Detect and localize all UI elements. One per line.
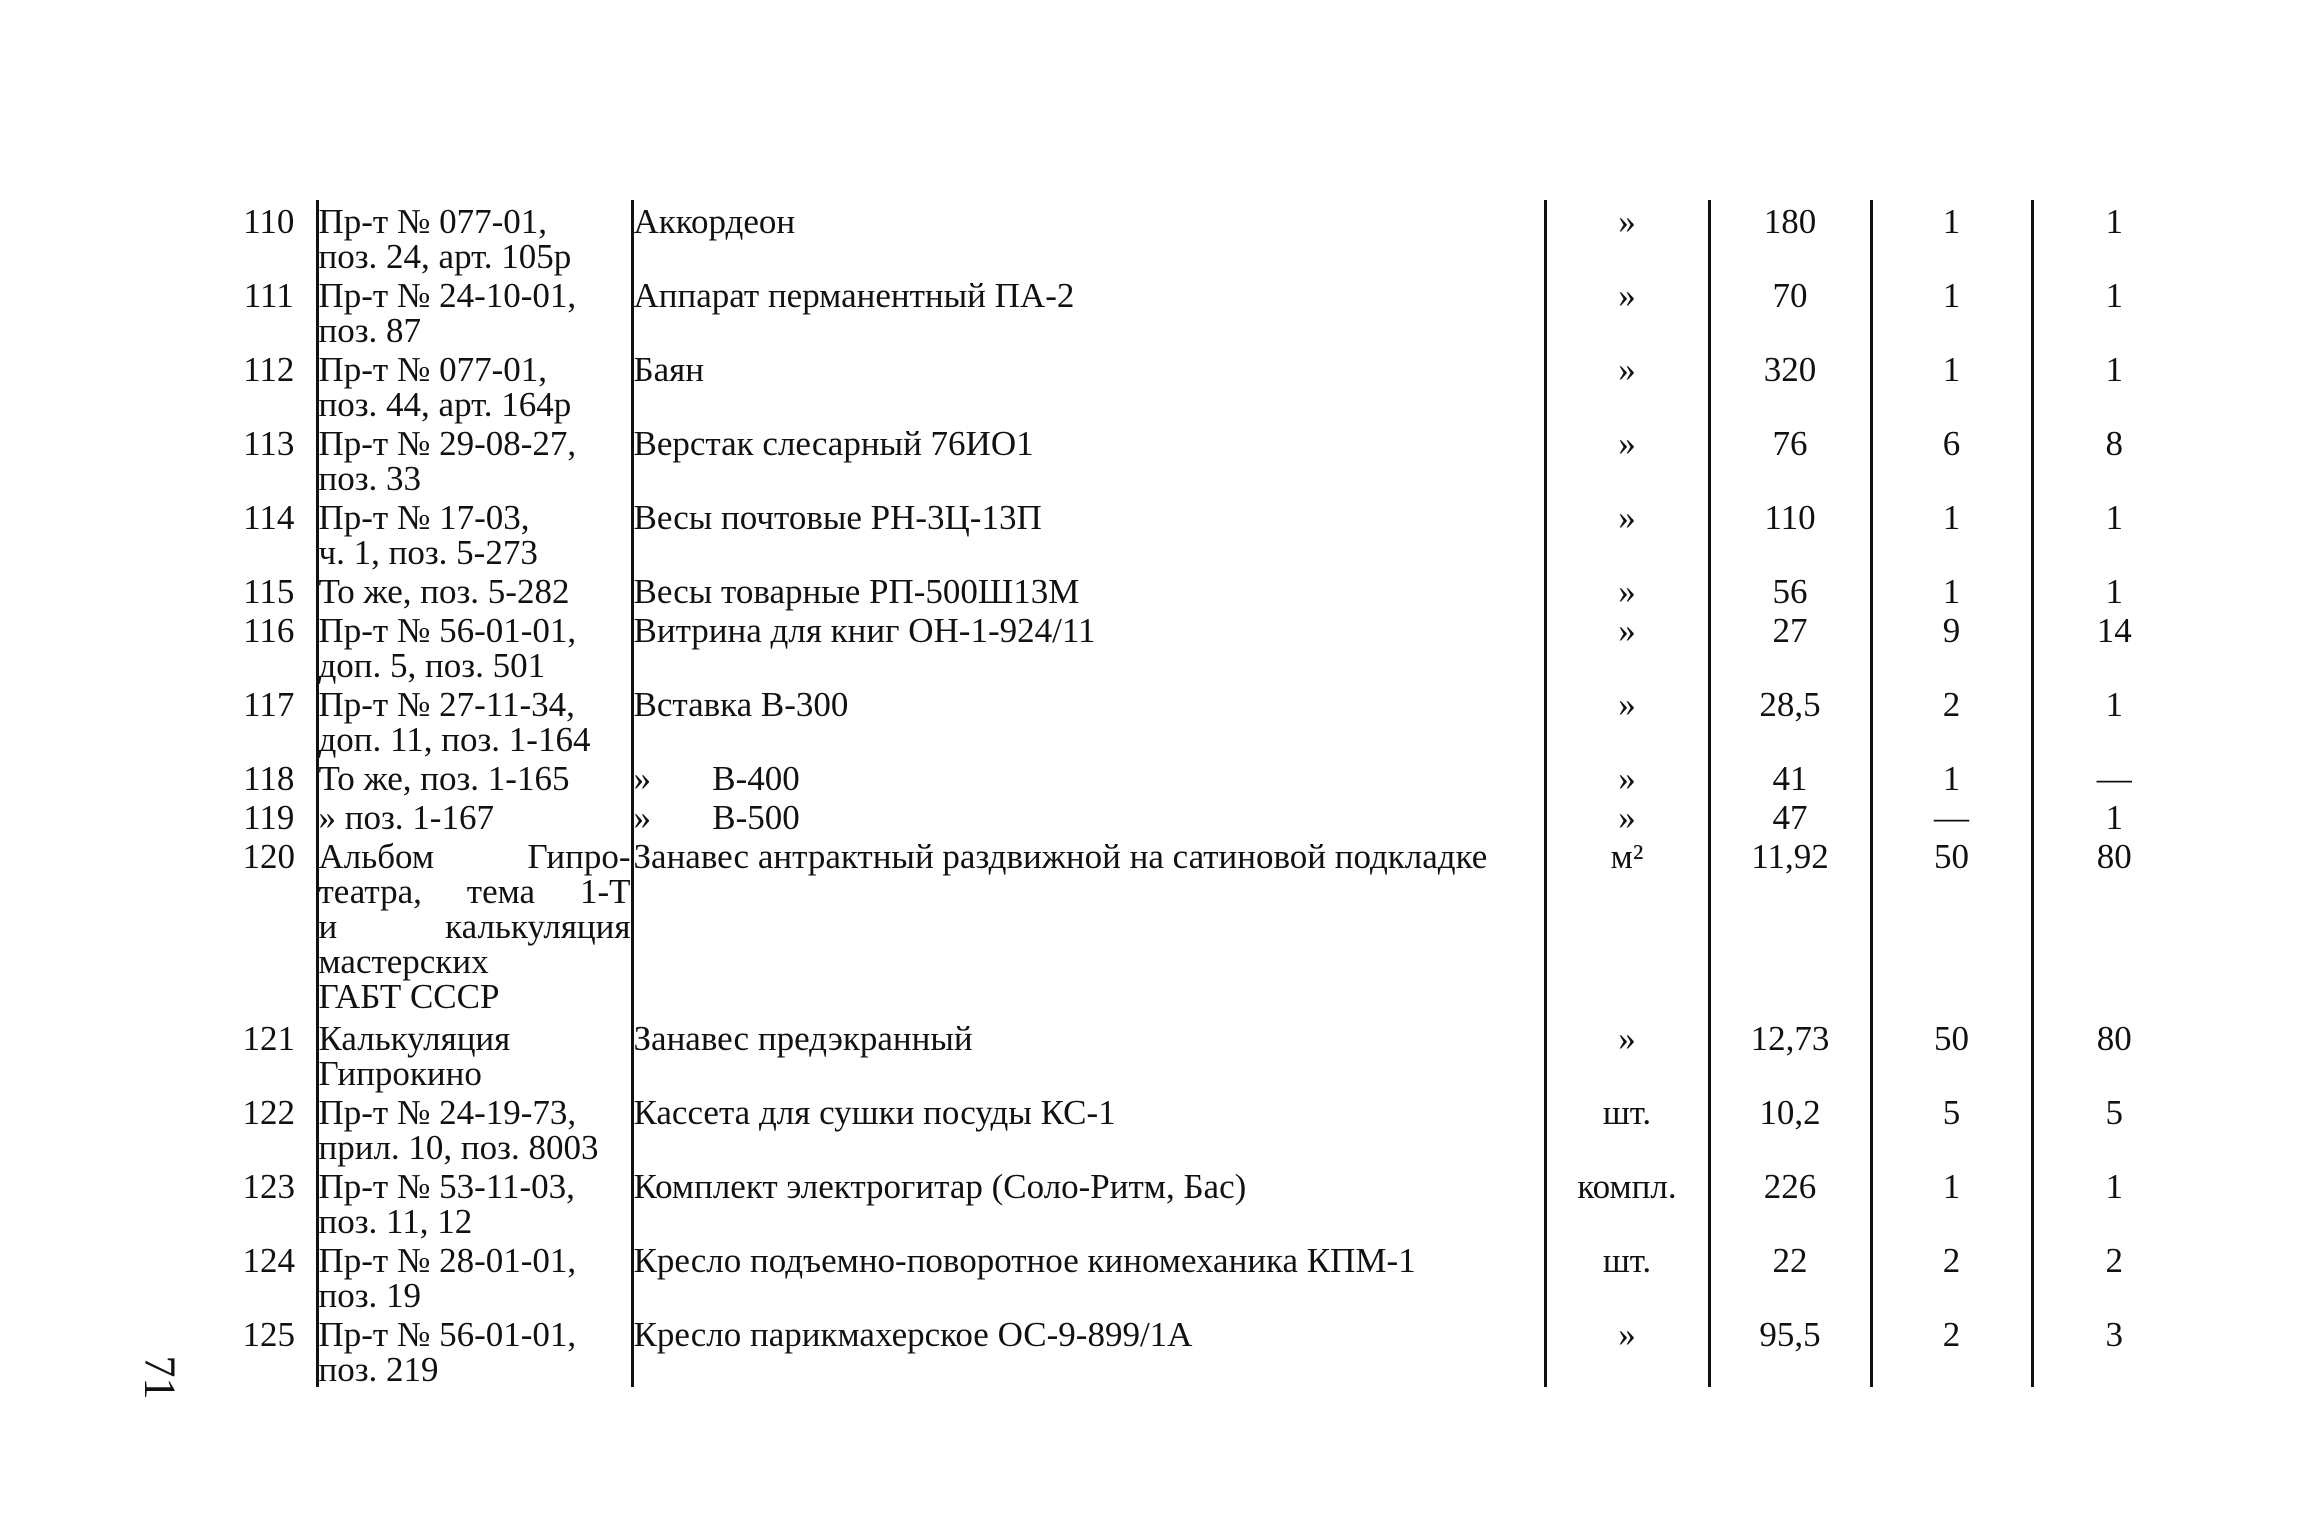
item-name-text: Комплект электрогитар (Соло-Ритм, Бас)	[633, 1167, 1247, 1206]
unit-price: 12,73	[1709, 1017, 1871, 1091]
item-name-text: Верстак слесарный 76ИО1	[633, 424, 1034, 463]
table-row	[222, 757, 2195, 796]
quantity-2: 14	[2032, 609, 2195, 683]
item-name-text: Занавес предэкранный	[633, 1019, 973, 1058]
unit-of-measure: »	[1545, 348, 1709, 422]
source-line: поз. 24, арт. 105р	[318, 237, 572, 276]
unit-of-measure: компл.	[1545, 1165, 1709, 1239]
item-name	[632, 1239, 1545, 1313]
quantity-2: 80	[2032, 1017, 2195, 1091]
item-name-text: Весы товарные РП-500Ш13М	[633, 572, 1080, 611]
source-line: Пр-т № 53-11-03,	[318, 1167, 575, 1206]
source-line: поз. 87	[318, 311, 422, 350]
unit-of-measure: »	[1545, 683, 1709, 757]
quantity-1: 1	[1871, 1165, 2032, 1239]
quantity-1: 9	[1871, 609, 2032, 683]
page-number: 71	[135, 1355, 185, 1400]
source-line: Пр-т № 17-03,	[318, 498, 530, 537]
table-row	[222, 200, 2195, 274]
item-name-text: » В-500	[633, 798, 800, 837]
row-number: 116	[243, 611, 295, 650]
source-reference	[317, 348, 632, 422]
quantity-2: 1	[2032, 683, 2195, 757]
item-name-text: Весы почтовые РН-3Ц-13П	[633, 498, 1042, 537]
item-name	[632, 1091, 1545, 1165]
source-line: поз. 44, арт. 164р	[318, 385, 572, 424]
table-row	[222, 274, 2195, 348]
source-line: доп. 5, поз. 501	[318, 646, 546, 685]
unit-price: 110	[1709, 496, 1871, 570]
table-row	[222, 422, 2195, 496]
item-name	[632, 348, 1545, 422]
row-number: 113	[243, 424, 295, 463]
unit-of-measure: шт.	[1545, 1239, 1709, 1313]
row-number: 117	[243, 685, 295, 724]
unit-of-measure: »	[1545, 1313, 1709, 1387]
item-name-text: Баян	[633, 350, 704, 389]
row-number: 115	[243, 572, 295, 611]
unit-price: 28,5	[1709, 683, 1871, 757]
source-line: театра, тема 1-Т	[318, 872, 631, 911]
source-line: То же, поз. 5-282	[318, 572, 570, 611]
source-line: Пр-т № 24-19-73,	[318, 1093, 577, 1132]
source-line: Пр-т № 24-10-01,	[318, 276, 577, 315]
quantity-1: 6	[1871, 422, 2032, 496]
quantity-2: 1	[2032, 348, 2195, 422]
item-name-text: Кресло парикмахерское ОС-9-899/1А	[633, 1315, 1193, 1354]
table-row	[222, 796, 2195, 835]
item-name-text: Аккордеон	[633, 202, 796, 241]
table-body	[222, 200, 2195, 1387]
quantity-2: 1	[2032, 274, 2195, 348]
source-reference	[317, 1239, 632, 1313]
unit-of-measure: »	[1545, 570, 1709, 609]
quantity-1: 1	[1871, 274, 2032, 348]
source-line: поз. 11, 12	[318, 1202, 473, 1241]
row-number: 121	[242, 1019, 295, 1058]
item-name	[632, 422, 1545, 496]
table-row	[222, 835, 2195, 1017]
item-name	[632, 1017, 1545, 1091]
equipment-table	[222, 200, 2195, 1387]
item-name	[632, 1165, 1545, 1239]
table-row	[222, 348, 2195, 422]
source-reference	[317, 274, 632, 348]
source-reference	[317, 757, 632, 796]
quantity-2: 80	[2032, 835, 2195, 1017]
row-number: 114	[243, 498, 295, 537]
table-row	[222, 683, 2195, 757]
quantity-1: 1	[1871, 570, 2032, 609]
source-reference	[317, 683, 632, 757]
quantity-1: 2	[1871, 1313, 2032, 1387]
source-line: поз. 19	[318, 1276, 422, 1315]
quantity-2: 1	[2032, 570, 2195, 609]
source-reference	[317, 1313, 632, 1387]
item-name-text: Кассета для сушки посуды КС-1	[633, 1093, 1116, 1132]
table-row	[222, 609, 2195, 683]
source-line: Пр-т № 28-01-01,	[318, 1241, 577, 1280]
row-number: 125	[242, 1315, 295, 1354]
source-reference	[317, 835, 632, 1017]
source-line: Гипрокино	[318, 1054, 482, 1093]
source-line: Альбом Гипро-	[318, 837, 631, 876]
row-number: 122	[242, 1093, 295, 1132]
source-reference	[317, 200, 632, 274]
item-name	[632, 683, 1545, 757]
quantity-2: 2	[2032, 1239, 2195, 1313]
item-name	[632, 757, 1545, 796]
source-line: доп. 11, поз. 1-164	[318, 720, 591, 759]
row-number: 110	[243, 202, 295, 241]
unit-price: 95,5	[1709, 1313, 1871, 1387]
quantity-1: 1	[1871, 757, 2032, 796]
source-line: Пр-т № 27-11-34,	[318, 685, 575, 724]
source-line: поз. 219	[318, 1350, 439, 1389]
source-reference	[317, 422, 632, 496]
source-line: Пр-т № 56-01-01,	[318, 1315, 577, 1354]
unit-of-measure: »	[1545, 274, 1709, 348]
source-reference	[317, 1091, 632, 1165]
unit-price: 47	[1709, 796, 1871, 835]
unit-price: 226	[1709, 1165, 1871, 1239]
item-name-text: Вставка В-300	[633, 685, 849, 724]
source-line: Пр-т № 56-01-01,	[318, 611, 577, 650]
quantity-1: 1	[1871, 200, 2032, 274]
quantity-2: —	[2032, 757, 2195, 796]
unit-price: 76	[1709, 422, 1871, 496]
quantity-1: 2	[1871, 1239, 2032, 1313]
unit-of-measure: »	[1545, 496, 1709, 570]
source-reference	[317, 609, 632, 683]
unit-price: 320	[1709, 348, 1871, 422]
table-row	[222, 1165, 2195, 1239]
unit-price: 70	[1709, 274, 1871, 348]
source-line: То же, поз. 1-165	[318, 759, 570, 798]
source-reference	[317, 1165, 632, 1239]
source-line: Пр-т № 077-01,	[318, 202, 548, 241]
source-line: прил. 10, поз. 8003	[318, 1128, 599, 1167]
unit-price: 10,2	[1709, 1091, 1871, 1165]
table-row	[222, 1017, 2195, 1091]
row-number: 112	[243, 350, 295, 389]
row-number: 120	[242, 837, 295, 876]
unit-of-measure: »	[1545, 796, 1709, 835]
table-row	[222, 1239, 2195, 1313]
quantity-1: 1	[1871, 348, 2032, 422]
source-line: мастерских	[318, 942, 489, 981]
source-line: Калькуляция	[318, 1019, 511, 1058]
item-name-text: Витрина для книг ОН-1-924/11	[633, 611, 1096, 650]
unit-price: 41	[1709, 757, 1871, 796]
unit-of-measure: »	[1545, 609, 1709, 683]
quantity-2: 5	[2032, 1091, 2195, 1165]
source-reference	[317, 496, 632, 570]
item-name	[632, 200, 1545, 274]
item-name	[632, 835, 1545, 1017]
item-name	[632, 274, 1545, 348]
unit-price: 11,92	[1709, 835, 1871, 1017]
unit-of-measure: »	[1545, 422, 1709, 496]
quantity-2: 1	[2032, 496, 2195, 570]
item-name	[632, 1313, 1545, 1387]
table-row	[222, 1313, 2195, 1387]
quantity-2: 3	[2032, 1313, 2195, 1387]
item-name	[632, 496, 1545, 570]
unit-price: 27	[1709, 609, 1871, 683]
item-name	[632, 796, 1545, 835]
source-reference	[317, 570, 632, 609]
source-line: » поз. 1-167	[318, 798, 494, 837]
quantity-1: —	[1871, 796, 2032, 835]
quantity-2: 1	[2032, 1165, 2195, 1239]
item-name-text: Занавес антрактный раздвижной на сатиновой подкладке	[633, 837, 1488, 876]
unit-of-measure: »	[1545, 200, 1709, 274]
item-name-text: » В-400	[633, 759, 800, 798]
unit-price: 180	[1709, 200, 1871, 274]
quantity-2: 8	[2032, 422, 2195, 496]
item-name-text: Кресло подъемно-поворотное киномеханика КПМ-1	[633, 1241, 1416, 1280]
quantity-1: 2	[1871, 683, 2032, 757]
table-row	[222, 496, 2195, 570]
quantity-1: 50	[1871, 835, 2032, 1017]
row-number: 118	[243, 759, 295, 798]
table-row	[222, 1091, 2195, 1165]
item-name	[632, 570, 1545, 609]
row-number: 123	[242, 1167, 295, 1206]
row-number: 119	[243, 798, 295, 837]
item-name	[632, 609, 1545, 683]
source-line: поз. 33	[318, 459, 422, 498]
quantity-1: 50	[1871, 1017, 2032, 1091]
source-line: Пр-т № 077-01,	[318, 350, 548, 389]
row-number: 124	[242, 1241, 295, 1280]
quantity-1: 1	[1871, 496, 2032, 570]
quantity-2: 1	[2032, 200, 2195, 274]
row-number: 111	[243, 276, 294, 315]
unit-price: 56	[1709, 570, 1871, 609]
unit-price: 22	[1709, 1239, 1871, 1313]
source-line: и калькуляция	[318, 907, 631, 946]
source-reference	[317, 796, 632, 835]
unit-of-measure: »	[1545, 757, 1709, 796]
source-reference	[317, 1017, 632, 1091]
quantity-1: 5	[1871, 1091, 2032, 1165]
source-line: ч. 1, поз. 5-273	[318, 533, 538, 572]
source-line: Пр-т № 29-08-27,	[318, 424, 577, 463]
unit-of-measure: шт.	[1545, 1091, 1709, 1165]
source-line: ГАБТ СССР	[318, 977, 500, 1016]
unit-of-measure: »	[1545, 1017, 1709, 1091]
unit-of-measure: м²	[1545, 835, 1709, 1017]
item-name-text: Аппарат перманентный ПА-2	[633, 276, 1075, 315]
table-row	[222, 570, 2195, 609]
quantity-2: 1	[2032, 796, 2195, 835]
